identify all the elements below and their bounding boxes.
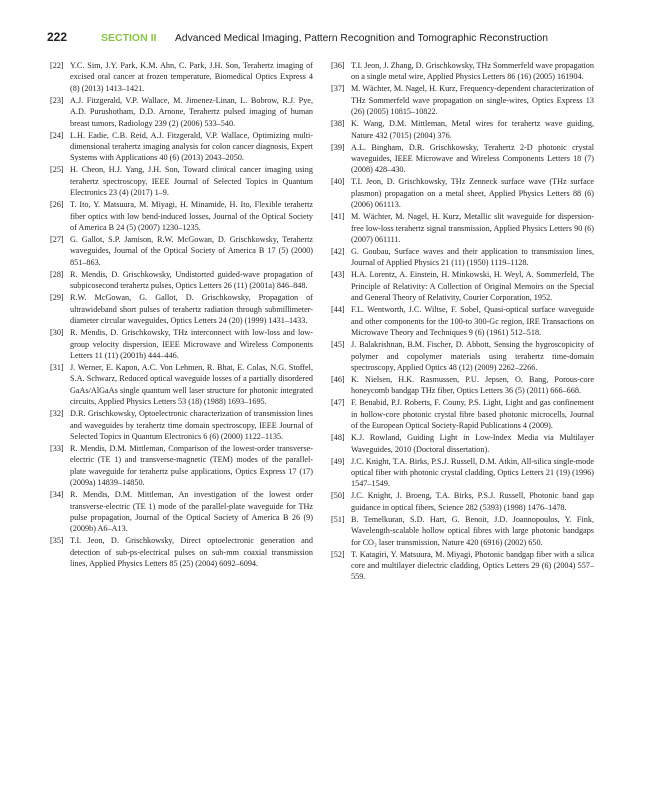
reference-item: [331, 397, 594, 431]
reference-text: T.I. Jeon, D. Grischkowsky, Direct optoelectronic generation and detection of sub-ps-electrical pulses on sub-mm coaxial transmission lines, Applied Physics Letters 85 (25) (2004) 6092–6094.: [70, 536, 313, 569]
reference-number: [43]: [331, 270, 345, 280]
reference-number: [29]: [50, 293, 64, 303]
reference-item: [50, 164, 313, 198]
reference-number: [33]: [50, 443, 64, 453]
reference-text: J. Balakrishnan, B.M. Fischer, D. Abbott, Sensing the hygroscopicity of polymer and copolymer materials using terahertz time-domain spectroscopy, Applied Optics 48 (12) (2009) 2262–2266.: [351, 340, 594, 372]
reference-number: [28]: [50, 269, 64, 279]
reference-item: [331, 60, 594, 83]
reference-item: [50, 60, 313, 94]
reference-item: [50, 408, 313, 442]
reference-item: [331, 456, 594, 490]
reference-text: R. Mendis, D.M. Mittleman, Comparison of the lowest-order transverse-electric (TE 1) and transverse-magnetic (TEM) modes of the parallel-plate waveguide for terahertz pulse applications, Optics Express 17 (17) (2009a) 14839–14850.: [70, 443, 313, 488]
reference-item: [50, 443, 313, 489]
reference-number: [24]: [50, 130, 64, 140]
reference-text: J. Werner, E. Kapon, A.C. Von Lehmen, R. Bhat, E. Colas, N.G. Stoffel, S.A. Schwarz, Reduced optical waveguide losses of a partially disordered GaAs/AlGaAs single quantum well laser structure for photonic integrated circuits, Applied Physics Letters 53 (18) (1988) 1693–1695.: [70, 362, 313, 407]
reference-item: [331, 514, 594, 548]
reference-text: T.I. Jeon, J. Zhang, D. Grischkowsky, THz Sommerfeld wave propagation on a single metal wire, Applied Physics Letters 86 (16) (2005) 161904.: [351, 61, 594, 82]
reference-item: [50, 234, 313, 268]
reference-number: [51]: [331, 514, 345, 524]
chapter-title: Advanced Medical Imaging, Pattern Recognition and Tomographic Reconstruction: [175, 33, 549, 44]
reference-item: [331, 374, 594, 397]
reference-number: [47]: [331, 398, 345, 408]
reference-text: T. Katagiri, Y. Matsuura, M. Miyagi, Photonic bandgap fiber with a silica core and multilayer dielectric cladding, Optics Letters 29 (6) (2004) 557–559.: [351, 549, 594, 582]
reference-item: [331, 304, 594, 338]
references-left-column: [50, 60, 313, 570]
reference-item: [331, 549, 594, 583]
reference-item: [50, 327, 313, 361]
reference-number: [35]: [50, 536, 64, 546]
reference-item: [331, 142, 594, 176]
reference-item: [331, 176, 594, 210]
reference-text: B. Temelkuran, S.D. Hart, G. Benoit, J.D. Joannopoulos, Y. Fink, Wavelength-scalable hollow optical fibres with large photonic bandgaps for CO₂ laser transmission, Nature 420 (6916) (2002) 650.: [351, 514, 594, 547]
reference-text: H. Cheon, H.J. Yang, J.H. Son, Toward clinical cancer imaging using terahertz spectroscopy, IEEE Journal of Selected Topics in Quantum Electronics 23 (4) (2017) 1–9.: [70, 165, 313, 198]
reference-number: [40]: [331, 177, 345, 187]
reference-text: D.R. Grischkowsky, Optoelectronic characterization of transmission lines and waveguides by terahertz time domain spectroscopy, IEEE Journal of Selected Topics in Quantum Electronics 6 (6) (2000) 1122–1135.: [70, 409, 313, 441]
reference-number: [42]: [331, 247, 345, 257]
reference-item: [331, 211, 594, 245]
reference-item: [331, 269, 594, 303]
reference-number: [48]: [331, 433, 345, 443]
reference-number: [34]: [50, 490, 64, 500]
reference-item: [331, 490, 594, 513]
reference-text: K. Nielsen, H.K. Rasmussen, P.U. Jepsen, O. Bang, Porous-core honeycomb bandgap THz fiber, Optics Letters 36 (5) (2011) 666–668.: [351, 374, 594, 396]
reference-number: [31]: [50, 362, 64, 372]
reference-text: M. Wächter, M. Nagel, H. Kurz, Frequency-dependent characterization of THz Sommerfeld wave propagation on single-wires, Optics Express 13 (26) (2005) 10815–10822.: [351, 84, 594, 117]
reference-text: A.J. Fitzgerald, V.P. Wallace, M. Jimenez-Linan, L. Bobrow, R.J. Pye, A.D. Purushotham, D.D. Arnone, Terahertz pulsed imaging of human breast tumors, Radiology 239 (2) (2006) 533–540.: [70, 95, 313, 128]
reference-number: [49]: [331, 456, 345, 466]
reference-text: R. Mendis, D. Grischkowsky, THz interconnect with low-loss and low-group velocity dispersion, IEEE Microwave and Wireless Components Letters 11 (11) (2001b) 444–446.: [70, 328, 313, 360]
reference-number: [45]: [331, 340, 345, 350]
reference-text: Y.C. Sim, J.Y. Park, K.M. Ahn, C. Park, J.H. Son, Terahertz imaging of excised oral cancer at frozen temperature, Biomedical Optics Express 4 (8) (2013) 1413–1421.: [70, 61, 313, 93]
reference-item: [50, 269, 313, 292]
reference-number: [39]: [331, 142, 345, 152]
page-number: 222: [47, 30, 68, 44]
running-header: [47, 30, 607, 46]
reference-number: [46]: [331, 374, 345, 384]
reference-number: [41]: [331, 212, 345, 222]
reference-text: R. Mendis, D. Grischkowsky, Undistorted guided-wave propagation of subpicosecond terahertz pulses, Optics Letters 26 (11) (2001a) 846–848.: [70, 269, 313, 291]
reference-text: G. Gallot, S.P. Jamison, R.W. McGowan, D. Grischkowsky, Terahertz waveguides, Journal of the Optical Society of America B 17 (5) (2000) 851–863.: [70, 235, 313, 267]
reference-number: [23]: [50, 95, 64, 105]
reference-number: [30]: [50, 328, 64, 338]
reference-text: H.A. Lorentz, A. Einstein, H. Minkowski, H. Weyl, A. Sommerfeld, The Principle of Relativity: A Collection of Original Memoirs on the Special and General Theory of Relativity, Courier Corporation, 1952.: [351, 270, 594, 303]
reference-number: [25]: [50, 165, 64, 175]
reference-item: [50, 535, 313, 569]
reference-text: J.C. Knight, T.A. Birks, P.S.J. Russell, D.M. Atkin, All-silica single-mode optical fiber with photonic crystal cladding, Optics Letters 21 (19) (1996) 1547–1549.: [351, 456, 594, 489]
reference-text: R. Mendis, D.M. Mittleman, An investigation of the lowest order transverse-electric (TE 1) mode of the parallel-plate waveguide for THz pulse propagation, Journal of the Optical Society of America B 26 (9) (2009b) A6–A13.: [70, 490, 313, 534]
reference-text: R.W. McGowan, G. Gallot, D. Grischkowsky, Propagation of ultrawideband short pulses of terahertz radiation through submillimeter-diameter circular waveguides, Optics Letters 24 (20) (1999) 1431–1433.: [70, 293, 313, 326]
reference-item: [50, 292, 313, 326]
reference-text: M. Wächter, M. Nagel, H. Kurz, Metallic slit waveguide for dispersion-free low-loss terahertz signal transmission, Applied Physics Letters 90 (6) (2007) 061111.: [351, 212, 594, 245]
reference-number: [36]: [331, 61, 345, 70]
reference-number: [50]: [331, 491, 345, 501]
reference-item: [50, 199, 313, 233]
reference-number: [44]: [331, 305, 345, 315]
reference-number: [26]: [50, 200, 64, 210]
references-right-column: [331, 60, 594, 583]
reference-text: L.H. Eadie, C.B. Reid, A.J. Fitzgerald, V.P. Wallace, Optimizing multi-dimensional terahertz imaging analysis for colon cancer diagnosis, Expert Systems with Applications 40 (6) (2013) 2043–2050.: [70, 130, 313, 163]
reference-item: [331, 118, 594, 141]
section-label: SECTION II: [101, 32, 157, 44]
reference-text: T.I. Jeon, D. Grischkowsky, THz Zenneck surface wave (THz surface plasmon) propagation on a metal sheet, Applied Physics Letters 88 (6) (2006) 061113.: [351, 177, 594, 210]
reference-item: [50, 489, 313, 535]
reference-text: T. Ito, Y. Matsuura, M. Miyagi, H. Minamide, H. Ito, Flexible terahertz fiber optics with low bend-induced losses, Journal of the Optical Society of America B 24 (5) (2007) 1230–1235.: [70, 200, 313, 233]
reference-item: [50, 362, 313, 408]
reference-number: [52]: [331, 549, 345, 559]
reference-text: F.L. Wentworth, J.C. Wiltse, F. Sobel, Quasi-optical surface waveguide and other components for the 100-to 300-Gc region, IRE Transactions on Microwave Theory and Techniques 9 (6) (1961) 512–518.: [351, 305, 594, 338]
reference-item: [50, 95, 313, 129]
reference-text: G. Goubau, Surface waves and their application to transmission lines, Journal of Applied Physics 21 (11) (1950) 1119–1128.: [351, 247, 594, 268]
reference-text: A.L. Bingham, D.R. Grischkowsky, Terahertz 2-D photonic crystal waveguides, IEEE Microwave and Wireless Components Letters 18 (7) (2008) 428–430.: [351, 142, 594, 175]
reference-number: [22]: [50, 61, 64, 70]
reference-item: [50, 130, 313, 164]
reference-text: K.J. Rowland, Guiding Light in Low-Index Media via Multilayer Waveguides, 2010 (Doctoral dissertation).: [351, 433, 594, 454]
reference-text: F. Benabid, P.J. Roberts, F. Couny, P.S. Light, Light and gas confinement in hollow-core photonic crystal fibre based photonic microcells, Journal of the European Optical Society-Rapid Publications 4 (2009).: [351, 398, 594, 431]
reference-item: [331, 432, 594, 455]
reference-text: J.C. Knight, J. Broeng, T.A. Birks, P.S.J. Russell, Photonic band gap guidance in optical fibers, Science 282 (5393) (1998) 1476–1478.: [351, 491, 594, 512]
reference-item: [331, 246, 594, 269]
reference-number: [32]: [50, 409, 64, 419]
reference-number: [27]: [50, 235, 64, 245]
reference-number: [37]: [331, 84, 345, 94]
reference-item: [331, 339, 594, 373]
reference-number: [38]: [331, 119, 345, 129]
reference-item: [331, 83, 594, 117]
reference-text: K. Wang, D.M. Mittleman, Metal wires for terahertz wave guiding, Nature 432 (7015) (2004) 376.: [351, 119, 594, 140]
